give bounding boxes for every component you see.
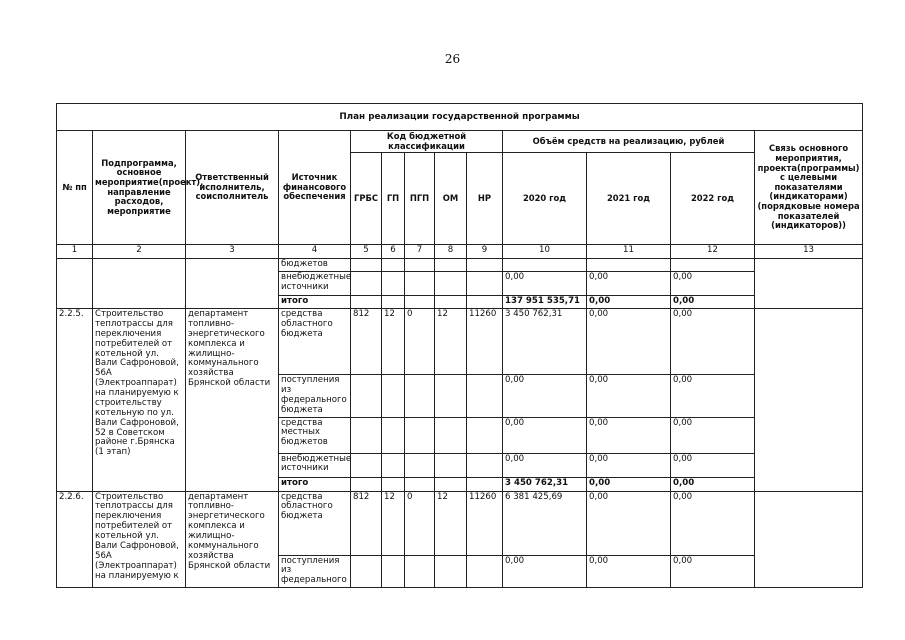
table-title: План реализации государственной программы [57,104,863,131]
header-pp: № пп [57,131,93,245]
grbs-cell: 812 [351,491,382,555]
amount-2022: 0,00 [671,417,755,453]
header-subprogram: Подпрограмма, основное мероприятие(проект), направление расходов, мероприятие [93,131,186,245]
amount-2021: 0,00 [587,555,671,588]
amount-2022: 0,00 [671,296,755,309]
column-number: 8 [435,245,467,259]
amount-2020: 0,00 [503,417,587,453]
amount-2022: 0,00 [671,491,755,555]
header-budget-class: Код бюджетной классификации [351,131,503,153]
column-number-row [57,245,863,259]
item-name: Строительство теплотрассы для переключения потребителей от котельной ул. Вали Сафроновой, 56А (Электроаппарат) на планируемую к [93,491,186,588]
header-2021: 2021 год [587,153,671,245]
om-cell: 12 [435,309,467,375]
column-number: 13 [755,245,863,259]
table-row [57,491,863,555]
source-cell: итого [279,296,351,309]
amount-2021 [587,259,671,272]
item-responsible: департамент топливно-энергетического комплекса и жилищно-коммунального хозяйства Брянской области [186,491,279,588]
amount-2021: 0,00 [587,272,671,296]
column-number: 1 [57,245,93,259]
table-row [57,309,863,375]
grbs-cell: 812 [351,309,382,375]
amount-2022: 0,00 [671,477,755,491]
header-2020: 2020 год [503,153,587,245]
column-number: 7 [405,245,435,259]
amount-2021: 0,00 [587,296,671,309]
column-number: 10 [503,245,587,259]
column-number: 12 [671,245,755,259]
pgp-cell: 0 [405,309,435,375]
amount-2021: 0,00 [587,491,671,555]
amount-2020: 0,00 [503,272,587,296]
pgp-cell: 0 [405,491,435,555]
source-cell: внебюджетные источники [279,272,351,296]
header-np: НР [467,153,503,245]
source-cell: внебюджетные источники [279,453,351,477]
header-source: Источник финансового обеспечения [279,131,351,245]
header-pgp: ПГП [405,153,435,245]
amount-2022: 0,00 [671,375,755,418]
amount-2021: 0,00 [587,453,671,477]
amount-2022: 0,00 [671,555,755,588]
header-om: ОМ [435,153,467,245]
amount-2020: 0,00 [503,555,587,588]
source-cell: средства областного бюджета [279,309,351,375]
item-number: 2.2.6. [57,491,93,588]
source-cell: поступления из федерального [279,555,351,588]
amount-2020: 6 381 425,69 [503,491,587,555]
item-responsible: департамент топливно-энергетического комплекса и жилищно-коммунального хозяйства Брянской области [186,309,279,492]
amount-2020 [503,259,587,272]
amount-2021: 0,00 [587,375,671,418]
header-2022: 2022 год [671,153,755,245]
source-cell: бюджетов [279,259,351,272]
source-cell: средства местных бюджетов [279,417,351,453]
header-grbs: ГРБС [351,153,382,245]
gp-cell: 12 [382,309,405,375]
amount-2022 [671,259,755,272]
column-number: 5 [351,245,382,259]
item-number: 2.2.5. [57,309,93,492]
column-number: 2 [93,245,186,259]
empty-cell [57,259,93,309]
np-cell: 11260 [467,309,503,375]
amount-2021: 0,00 [587,477,671,491]
amount-2021: 0,00 [587,309,671,375]
amount-2020: 0,00 [503,453,587,477]
header-responsible: Ответственный исполнитель, соисполнитель [186,131,279,245]
om-cell: 12 [435,491,467,555]
amount-2020: 137 951 535,71 [503,296,587,309]
gp-cell: 12 [382,491,405,555]
plan-table [56,103,863,588]
amount-2022: 0,00 [671,309,755,375]
header-gp: ГП [382,153,405,245]
table-row [57,259,863,272]
source-cell: итого [279,477,351,491]
column-number: 6 [382,245,405,259]
header-link: Связь основного мероприятия, проекта(программы) с целевыми показателями (индикаторами) (порядковые номера показателей (индикаторов)) [755,131,863,245]
column-number: 11 [587,245,671,259]
amount-2020: 3 450 762,31 [503,477,587,491]
empty-cell [93,259,186,309]
amount-2022: 0,00 [671,453,755,477]
empty-cell [186,259,279,309]
amount-2022: 0,00 [671,272,755,296]
source-cell: средства областного бюджета [279,491,351,555]
np-cell: 11260 [467,491,503,555]
column-number: 3 [186,245,279,259]
source-cell: поступления из федерального бюджета [279,375,351,418]
column-number: 4 [279,245,351,259]
column-number: 9 [467,245,503,259]
header-volume: Объём средств на реализацию, рублей [503,131,755,153]
page-number: 26 [444,52,461,66]
amount-2020: 0,00 [503,375,587,418]
amount-2021: 0,00 [587,417,671,453]
item-name: Строительство теплотрассы для переключения потребителей от котельной ул. Вали Сафроновой, 56А (Электроаппарат) на планируемую к строительству котельную по ул. Вали Сафроновой, 52 в Советском районе г.Брянска (1 этап) [93,309,186,492]
amount-2020: 3 450 762,31 [503,309,587,375]
